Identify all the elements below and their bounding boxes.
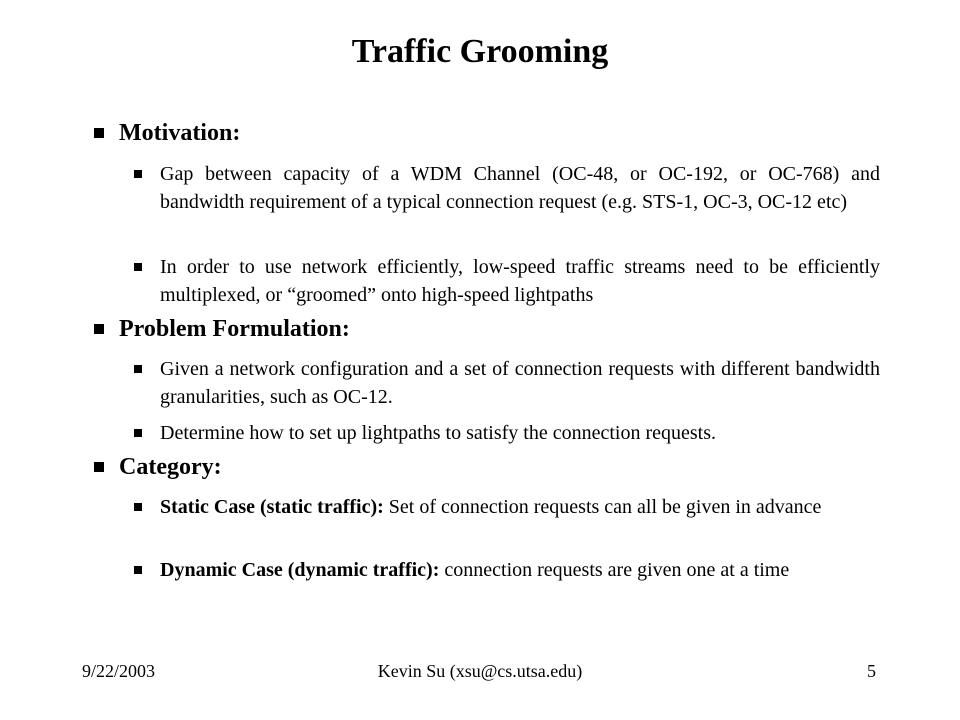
square-bullet-icon	[134, 170, 142, 178]
list-item	[134, 419, 880, 447]
slide-title: Traffic Grooming	[351, 33, 609, 70]
footer-date: 9/22/2003	[82, 661, 156, 681]
list-item-text: connection requests are given one at a time	[439, 559, 790, 581]
list-item	[134, 493, 880, 521]
square-bullet-icon	[134, 429, 142, 437]
square-bullet-icon	[134, 503, 142, 511]
list-item-bold-label: Dynamic Case (dynamic traffic):	[160, 559, 440, 581]
list-item	[134, 355, 880, 411]
list-item-text: In order to use network efficiently, low-speed traffic streams need to be efficiently multiplexed, or “groomed” onto high-speed lightpaths	[160, 256, 880, 306]
square-bullet-icon	[134, 365, 142, 373]
list-item-text: Set of connection requests can all be given in advance	[383, 496, 822, 518]
list-item-bold-label: Static Case (static traffic):	[160, 496, 384, 518]
footer-author: Kevin Su (xsu@cs.utsa.edu)	[377, 661, 583, 681]
section-heading-motivation	[94, 118, 240, 148]
square-bullet-icon	[134, 263, 142, 271]
section-heading-text: Category:	[119, 454, 222, 480]
list-item-text: Determine how to set up lightpaths to satisfy the connection requests.	[160, 422, 716, 444]
list-item-text: Given a network configuration and a set of connection requests with different bandwidth granularities, such as OC-12.	[160, 358, 880, 408]
list-item-text: Gap between capacity of a WDM Channel (OC-48, or OC-192, or OC-768) and bandwidth requirement of a typical connection request (e.g. STS-1, OC-3, OC-12 etc)	[160, 163, 880, 213]
square-bullet-icon	[134, 566, 142, 574]
footer-page-number: 5	[867, 661, 876, 681]
section-heading-problem-formulation	[94, 314, 350, 344]
section-heading-text: Motivation:	[119, 120, 241, 146]
square-bullet-icon	[94, 462, 104, 472]
section-heading-category	[94, 452, 222, 482]
square-bullet-icon	[94, 128, 104, 138]
list-item	[134, 160, 880, 216]
square-bullet-icon	[94, 324, 104, 334]
list-item	[134, 253, 880, 309]
list-item	[134, 556, 880, 584]
section-heading-text: Problem Formulation:	[119, 316, 350, 342]
